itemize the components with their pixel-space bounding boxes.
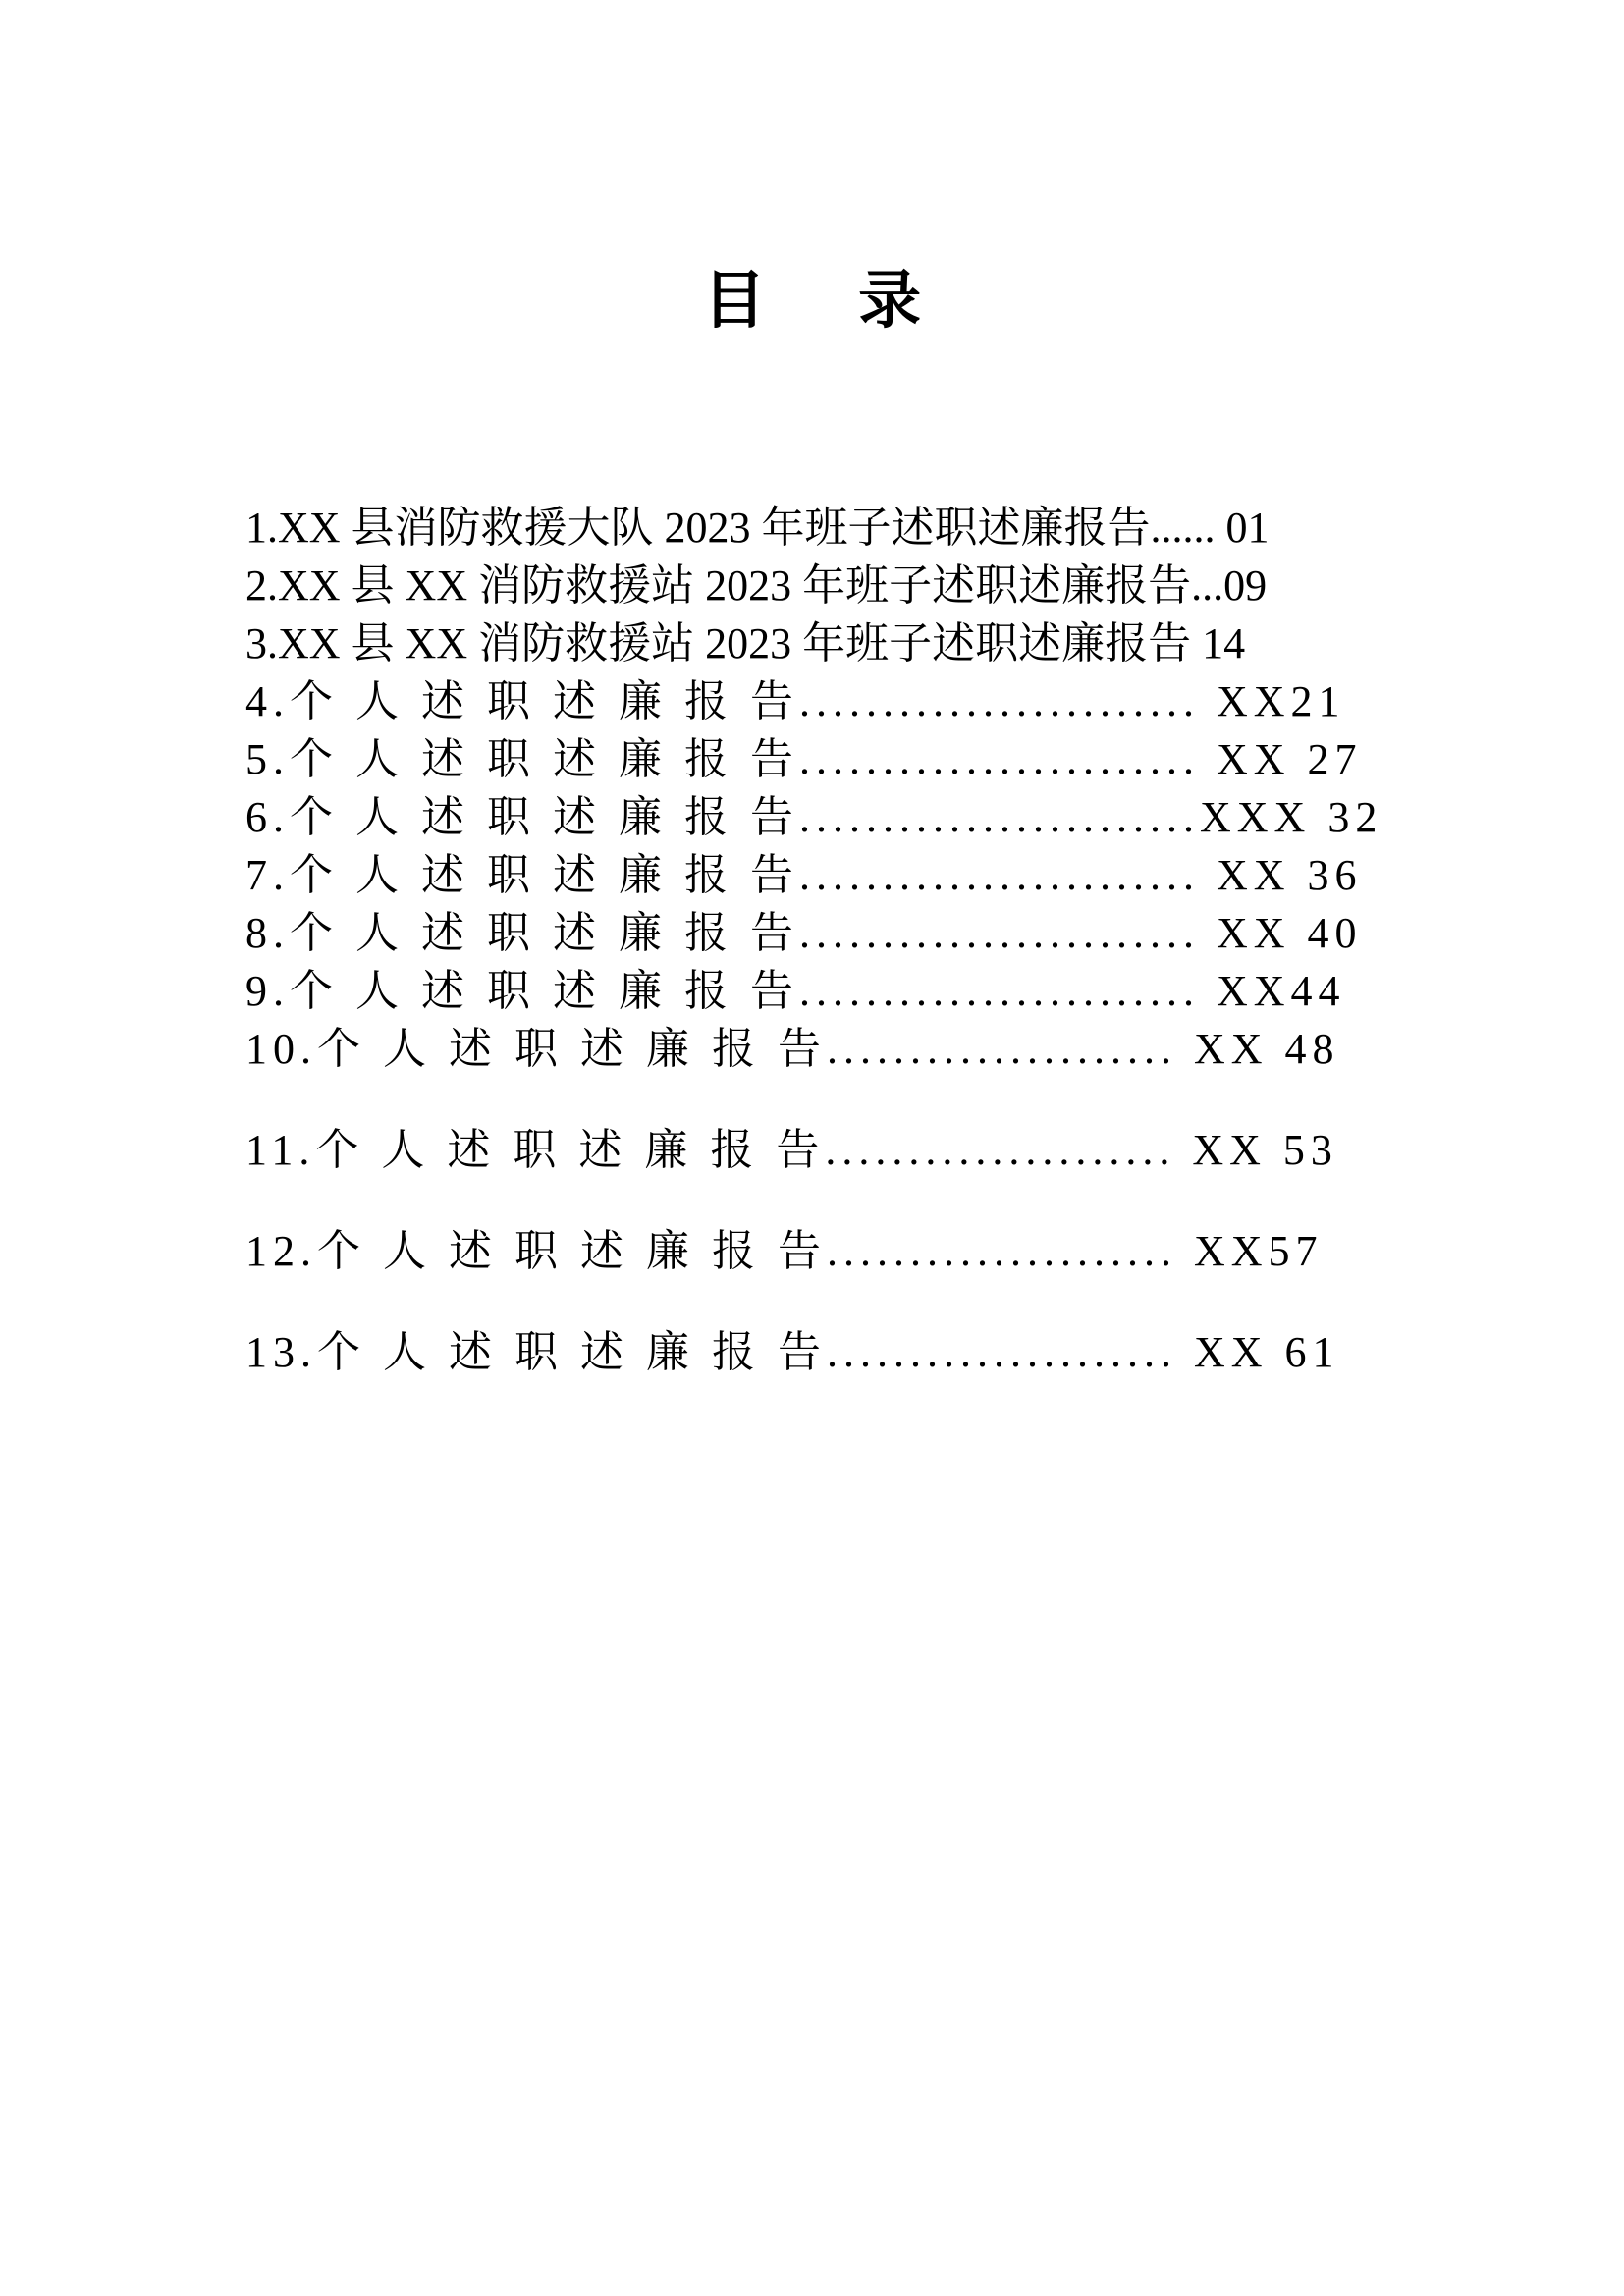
toc-entry [245, 962, 1375, 1020]
toc-entry [245, 557, 1375, 614]
toc-entry-text: 4.个 人 述 职 述 廉 报 告........................ XX21 [245, 677, 1346, 725]
toc-entry [245, 788, 1383, 846]
toc-entry [245, 1222, 1375, 1280]
toc-entry-text: 3.XX 县 XX 消防救援站 2023 年班子述职述廉报告 14 [245, 619, 1246, 667]
toc-entry-text: 11.个 人 述 职 述 廉 报 告..................... XX 53 [245, 1126, 1338, 1174]
toc-entry-text: 9.个 人 述 职 述 廉 报 告........................ XX44 [245, 967, 1346, 1015]
toc-entry [245, 499, 1375, 557]
toc-entry-text: 1.XX 县消防救援大队 2023 年班子述职述廉报告...... 01 [245, 504, 1270, 552]
toc-entry-text: 13.个 人 述 职 述 廉 报 告..................... XX 61 [245, 1328, 1340, 1376]
toc-entry-text: 12.个 人 述 职 述 廉 报 告..................... XX57 [245, 1227, 1324, 1275]
toc-entry [245, 672, 1375, 730]
toc-entry [245, 614, 1375, 672]
table-of-contents [245, 499, 1383, 1381]
page-title: 目 录 [702, 265, 957, 338]
toc-entry [245, 1323, 1375, 1381]
toc-entry [245, 904, 1375, 962]
toc-entry [245, 1020, 1375, 1078]
toc-entry-text: 8.个 人 述 职 述 廉 报 告........................ XX 40 [245, 909, 1363, 957]
toc-entry [245, 846, 1375, 904]
toc-entry-text: 6.个 人 述 职 述 廉 报 告........................XXX 32 [245, 793, 1383, 841]
toc-entry [245, 1121, 1375, 1179]
toc-entry-text: 7.个 人 述 职 述 廉 报 告........................ XX 36 [245, 851, 1363, 899]
toc-entry-text: 10.个 人 述 职 述 廉 报 告..................... XX 48 [245, 1025, 1340, 1073]
toc-entry [245, 730, 1375, 788]
toc-entry-text: 2.XX 县 XX 消防救援站 2023 年班子述职述廉报告...09 [245, 561, 1268, 610]
toc-entry-text: 5.个 人 述 职 述 廉 报 告........................ XX 27 [245, 735, 1363, 783]
